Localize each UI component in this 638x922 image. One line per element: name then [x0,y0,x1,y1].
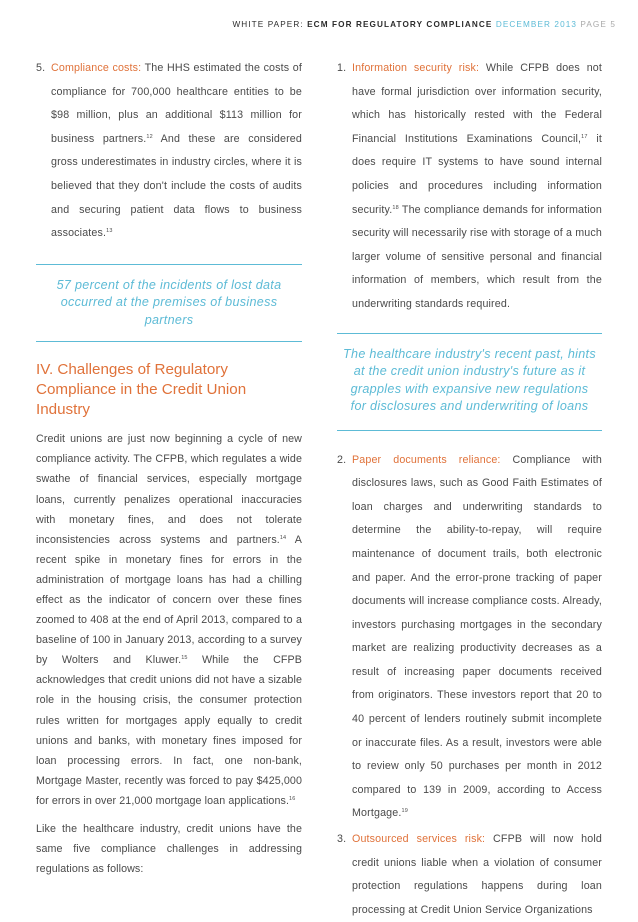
body-paragraph [36,429,302,811]
list-item-outsourced-services [337,828,602,922]
header-page-number: PAGE 5 [580,20,616,29]
list-term: Outsourced services risk: [352,833,486,846]
footnote-ref[interactable]: 12 [146,133,153,140]
list-term: Paper documents reliance: [352,453,501,466]
list-number: 3. [337,833,347,846]
divider [36,341,302,342]
header-title: ECM FOR REGULATORY COMPLIANCE [307,20,493,29]
body-paragraph: Like the healthcare industry, credit unions have the same five compliance challenges in addressing regulations as follows: [36,823,302,876]
header-prefix: WHITE PAPER: [232,20,308,29]
paragraph-text: While the CFPB acknowledges that credit unions did not have a sizable role in the housing crisis, the consumer protection rules written for mortgages apply equally to credit unions and banks, with monetary fines imposed for loan processing errors. In fact, one non-bank, Mortgage Master, recently was forced to pay $425,000 for errors in over 21,000 mortgage loan applications. [36,654,302,807]
page-header [232,20,616,29]
list-term: Compliance costs: [51,62,142,74]
list-text: The compliance demands for information security will necessarily rise with storage of a much larger volume of sensitive personal and financial information of members, which result from the underwriting standards required. [352,203,602,310]
list-number: 1. [337,62,347,74]
list-item-compliance-costs [36,57,302,246]
paragraph-text: Credit unions are just now beginning a cycle of new compliance activity. The CFPB, which regulates a wide swathe of financial services, especially mortgage loans, currently penalizes operational inaccuracies with monetary fines, and does not tolerate inconsistencies across systems and partners. [36,433,302,546]
footnote-ref[interactable]: 15 [181,655,188,662]
list-number: 2. [337,453,347,466]
list-text: While CFPB does not have formal jurisdiction over information security, which has historically rested with the Federal Financial Institutions Examinations Council, [352,62,603,145]
divider [36,264,302,265]
footnote-ref[interactable]: 16 [289,795,296,802]
right-column [337,57,602,922]
pull-quote: 57 percent of the incidents of lost data occurred at the premises of business partners [56,277,282,327]
footnote-ref[interactable]: 18 [392,204,399,211]
divider [337,430,602,431]
list-item-paper-documents [337,449,602,827]
list-text: it does require IT systems to have sound internal policies and procedures including information security. [352,132,602,216]
divider [337,333,602,334]
footnote-ref[interactable]: 13 [106,228,113,235]
list-text: The HHS estimated the costs of compliance for 700,000 healthcare entities to be $98 million, plus an additional $113 million for business partners. [51,62,302,145]
left-column [36,57,302,879]
footnote-ref[interactable]: 14 [279,534,287,541]
list-item-information-security [337,57,602,317]
footnote-ref[interactable]: 19 [401,808,408,815]
list-text: And these are considered gross underestimates in industry circles, where it is believed that they don't include the costs of audits and securing patient data flows to business associates. [51,132,302,240]
header-date: DECEMBER 2013 [495,20,578,29]
list-term: Information security risk: [352,62,480,74]
section-heading: IV. Challenges of Regulatory Compliance in the Credit Union Industry [36,361,247,419]
list-number: 5. [36,62,46,74]
footnote-ref[interactable]: 17 [581,133,588,140]
paragraph-text: A recent spike in monetary fines for errors in the administration of mortgage loans has had a chilling effect as the indicator of concern over these fines zoomed to 408 at the end of April 2013, compared to a baseline of 100 in January 2013, according to a survey by Wolters and Kluwer. [36,533,302,667]
pull-quote: The healthcare industry's recent past, hints at the credit union industry's future as it grapples with expansive new regulations for disclosures and underwriting of loans [343,346,596,414]
list-text: CFPB will now hold credit unions liable when a violation of consumer protection regulations happens during loan processing at Credit Union Service Organizations [352,833,602,916]
list-text: Compliance with disclosures laws, such as Good Faith Estimates of loan charges and underwriting standards to determine the ability-to-repay, will require maintenance of document trails, both electronic and paper. And the error-prone tracking of paper documents will increase compliance costs. Already, investors purchasing mortgages in the secondary market are realizing productivity decreases as a result of increasing paper documents received from originators. These investors report that 20 to 40 percent of lenders routinely submit incomplete or inaccurate files. As a result, investors were able to review only 50 purchases per month in 2012 compared to 139 in 2009, according to Access Mortgage. [352,453,603,820]
